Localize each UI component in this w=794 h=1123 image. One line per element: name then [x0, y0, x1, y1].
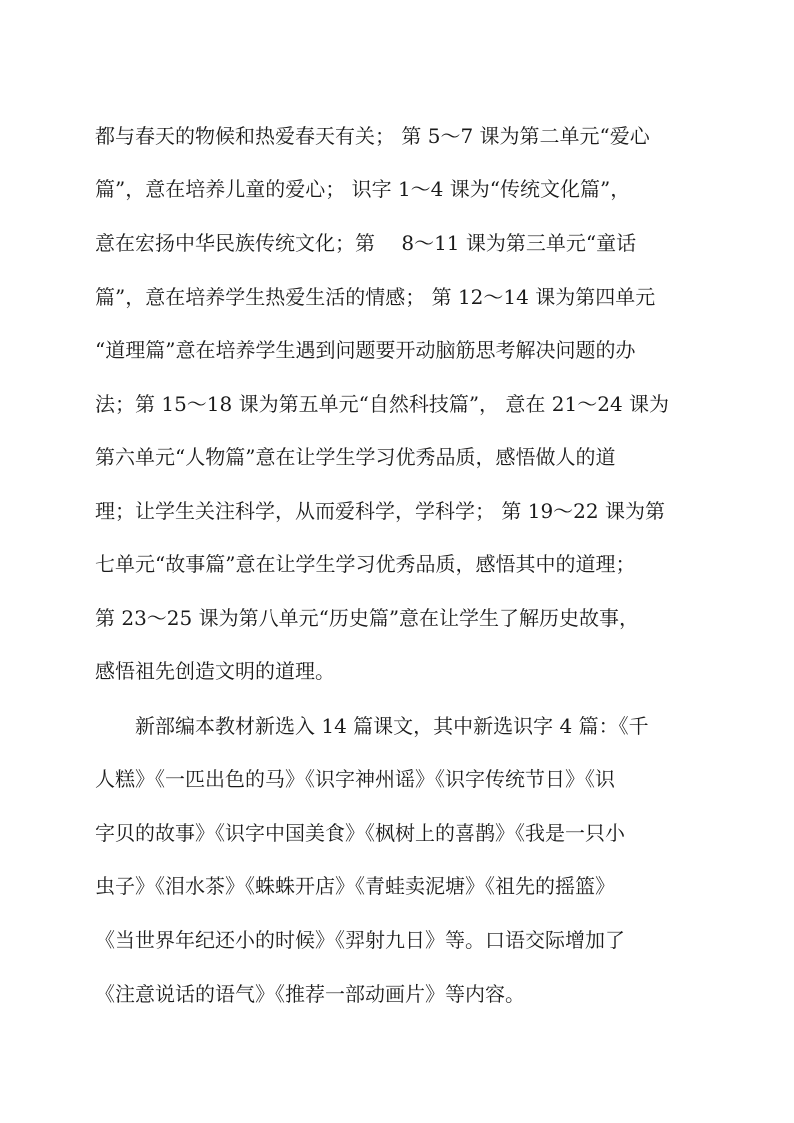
text-line: 都与春天的物候和热爱春天有关； 第 5～7 课为第二单元“爱心: [95, 124, 650, 148]
text-line: 七单元“故事篇”意在让学生学习优秀品质，感悟其中的道理；: [95, 552, 636, 576]
text-line: 《当世界年纪还小的时候》《羿射九日》等。口语交际增加了: [95, 928, 625, 952]
text-line: 字贝的故事》《识字中国美食》《枫树上的喜鹊》《我是一只小: [95, 821, 625, 845]
text-line: 感悟祖先创造文明的道理。: [95, 659, 335, 683]
text-line: 法；第 15～18 课为第五单元“自然科技篇”， 意在 21～24 课为: [95, 392, 670, 416]
text-line: 第 23～25 课为第八单元“历史篇”意在让学生了解历史故事，: [95, 606, 640, 630]
text-line: 人糕》《一匹出色的马》《识字神州谣》《识字传统节日》《识: [95, 767, 615, 791]
text-line: “道理篇”意在培养学生遇到问题要开动脑筋思考解决问题的办: [95, 338, 636, 362]
text-line: 《注意说话的语气》《推荐一部动画片》等内容。: [95, 982, 525, 1006]
text-line: 篇”，意在培养学生热爱生活的情感； 第 12～14 课为第四单元: [95, 285, 656, 309]
text-line: 篇”，意在培养儿童的爱心； 识字 1～4 课为“传统文化篇”，: [95, 177, 631, 201]
text-line: 新部编本教材新选入 14 篇课文，其中新选识字 4 篇：《千: [95, 714, 649, 738]
text-line: 虫子》《泪水茶》《蛛蛛开店》《青蛙卖泥塘》《祖先的摇篮》: [95, 874, 615, 898]
text-line: 意在宏扬中华民族传统文化；第 8～11 课为第三单元“童话: [95, 231, 637, 255]
text-line: 理；让学生关注科学，从而爱科学，学科学； 第 19～22 课为第: [95, 499, 665, 523]
text-line: 第六单元“人物篇”意在让学生学习优秀品质，感悟做人的道: [95, 445, 616, 469]
